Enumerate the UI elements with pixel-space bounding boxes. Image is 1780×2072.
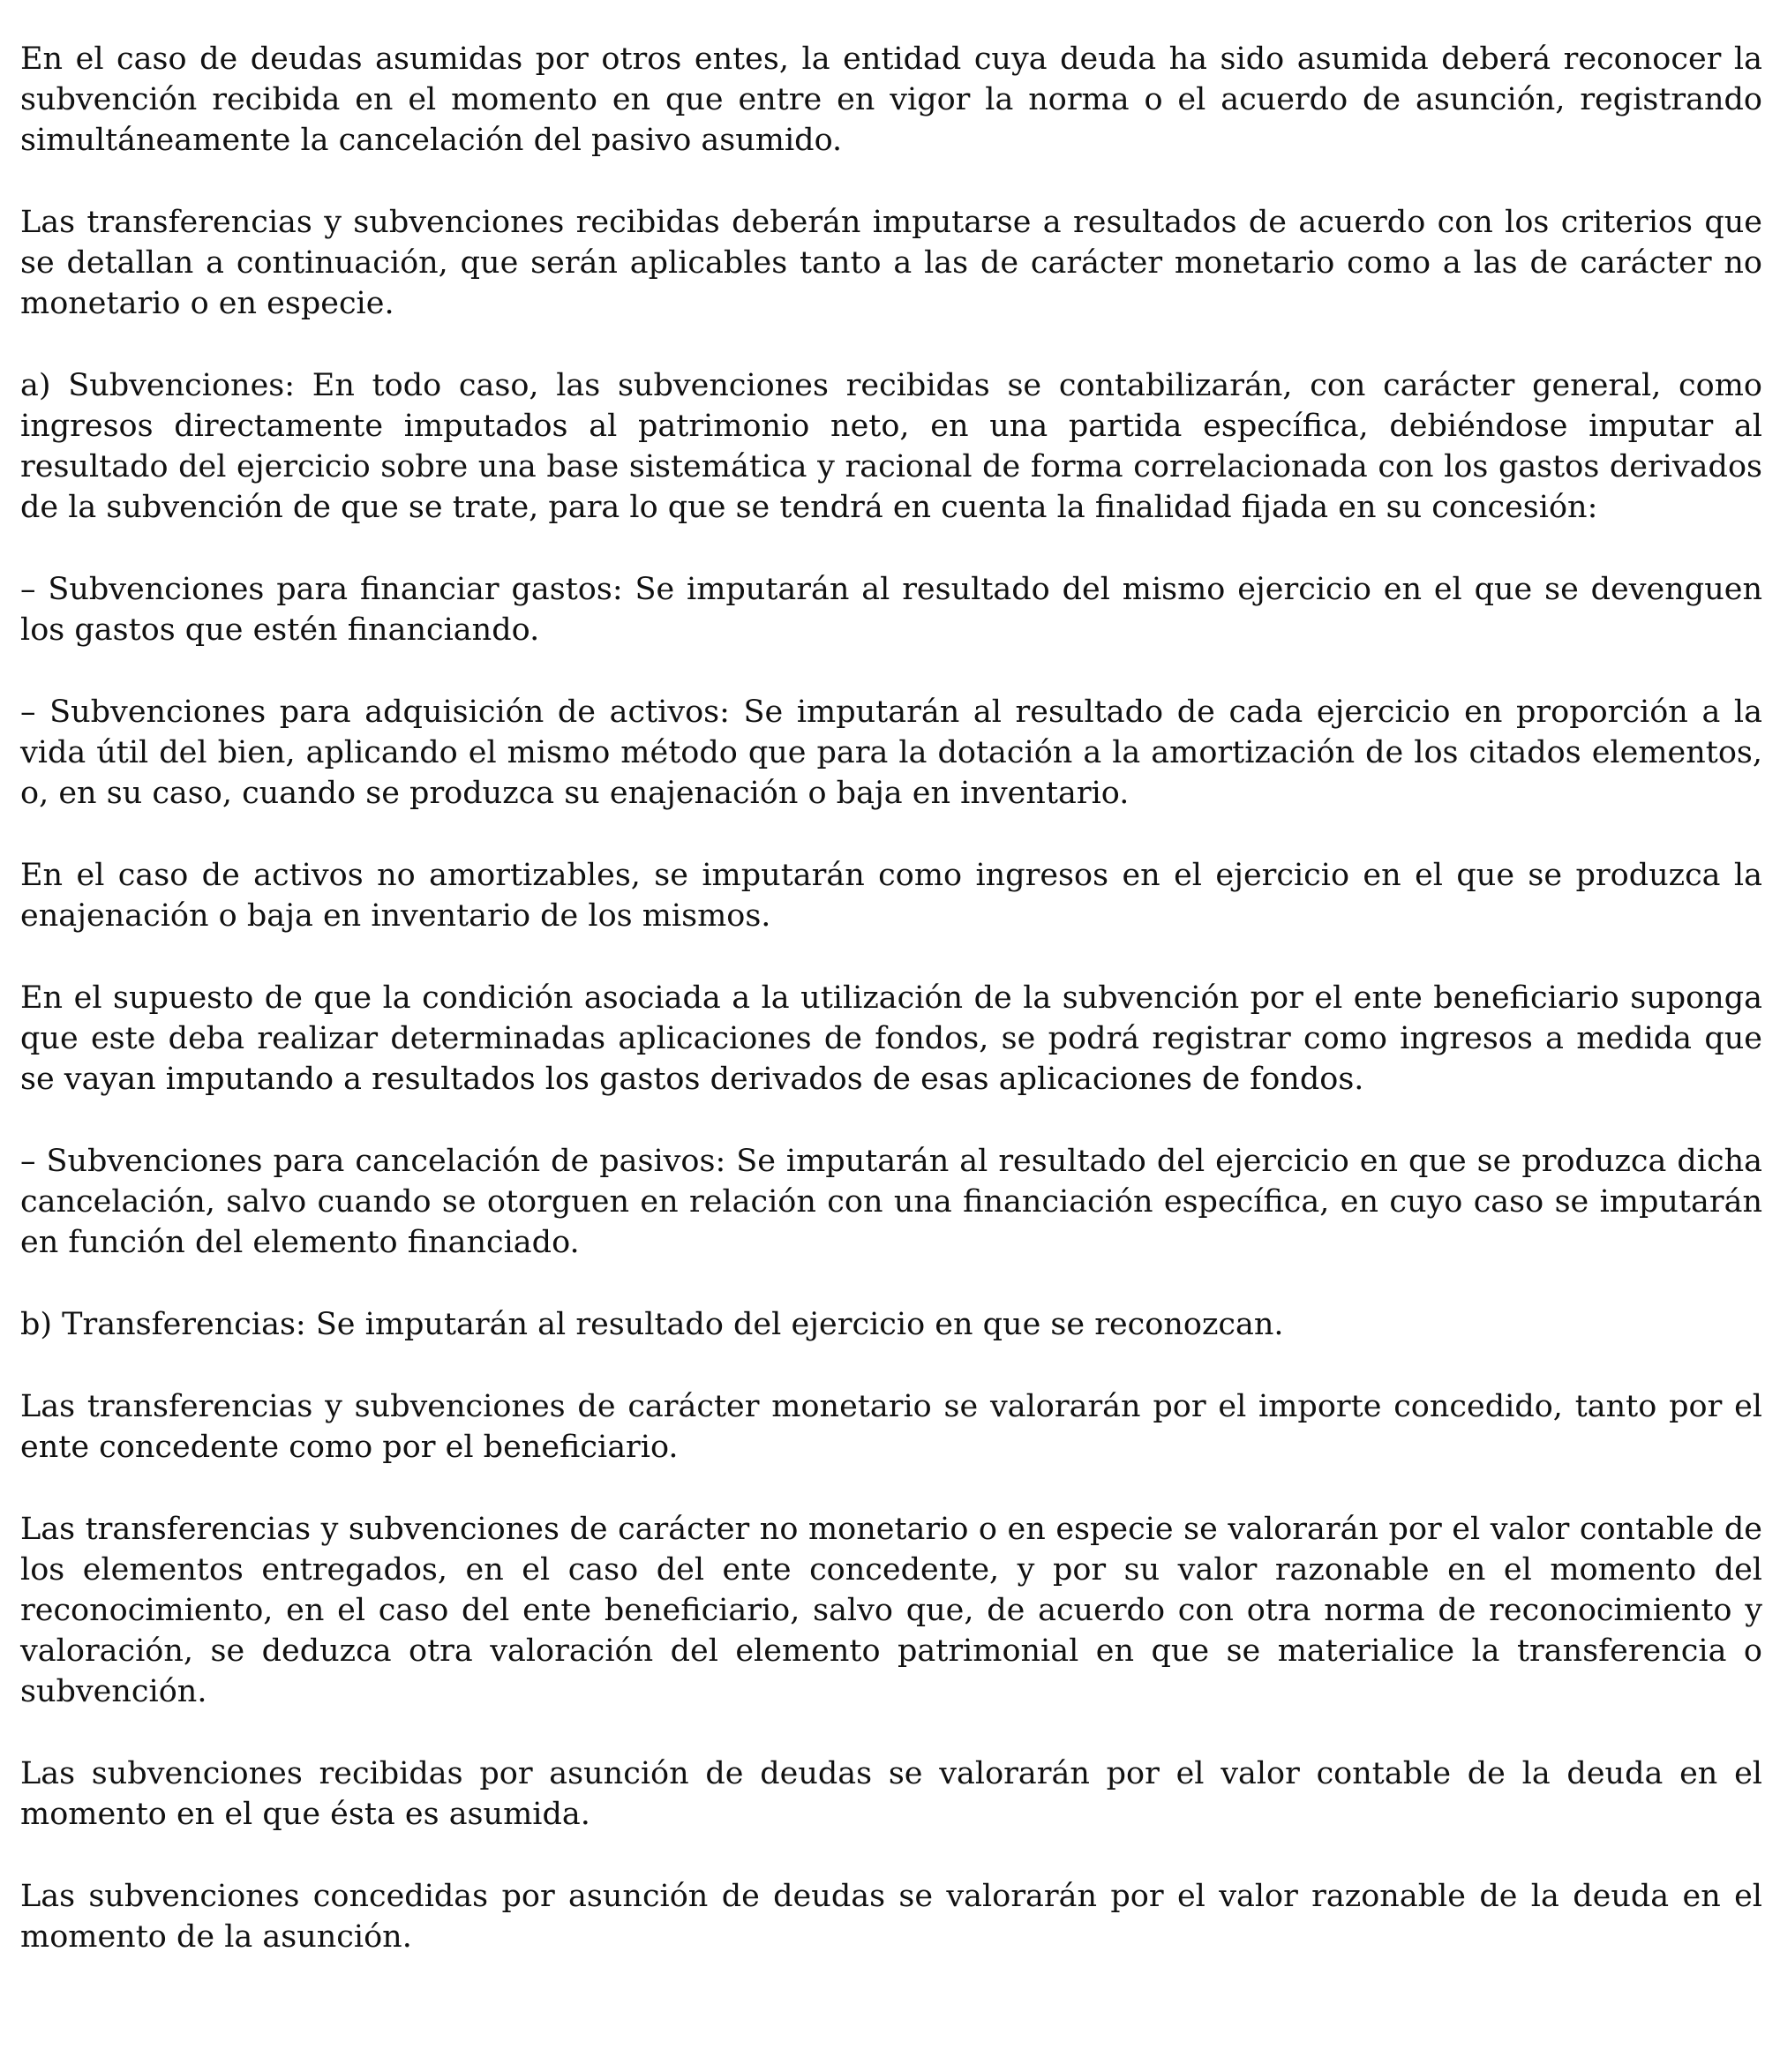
paragraph-valoracion-monetario: Las transferencias y subvenciones de carácter monetario se valorarán por el importe concedido, tanto por el ente concedente como por el beneficiario. — [20, 1389, 1762, 1465]
paragraph-transferencias: b) Transferencias: Se imputarán al resultado del ejercicio en que se reconozcan. — [20, 1307, 1284, 1342]
paragraph-subvenciones-activos: – Subvenciones para adquisición de activos: Se imputarán al resultado de cada ejercicio en proporción a la vida útil del bien, aplicando el mismo método que para la dotación a la amortización de los citados elementos, o, en su caso, cuando se produzca su enajenación o baja en inventario. — [20, 694, 1762, 811]
paragraph-aplicaciones-fondos: En el supuesto de que la condición asociada a la utilización de la subvención por el ente beneficiario suponga que este deba realizar determinadas aplicaciones de fondos, se podrá registrar como ingresos a medida que se vayan imputando a resultados los gastos derivados de esas aplicaciones de fondos. — [20, 980, 1762, 1097]
paragraph-activos-no-amortizables: En el caso de activos no amortizables, se imputarán como ingresos en el ejercicio en el que se produzca la enajenación o baja en inventario de los mismos. — [20, 858, 1762, 934]
paragraph-subvenciones-pasivos: – Subvenciones para cancelación de pasivos: Se imputarán al resultado del ejercicio en que se produzca dicha cancelación, salvo cuando se otorguen en relación con una financiación específica, en cuyo caso se imputarán en función del elemento financiado. — [20, 1144, 1762, 1260]
paragraph-subvenciones-recibidas-deudas: Las subvenciones recibidas por asunción de deudas se valorarán por el valor contable de la deuda en el momento en el que ésta es asumida. — [20, 1756, 1762, 1832]
paragraph-subvenciones-concedidas-deudas: Las subvenciones concedidas por asunción de deudas se valorarán por el valor razonable de la deuda en el momento de la asunción. — [20, 1879, 1762, 1955]
paragraph-deudas-asumidas: En el caso de deudas asumidas por otros entes, la entidad cuya deuda ha sido asumida deberá reconocer la subvención recibida en el momento en que entre en vigor la norma o el acuerdo de asunción, registrando simultáneamente la cancelación del pasivo asumido. — [20, 41, 1762, 158]
paragraph-subvenciones-gastos: – Subvenciones para financiar gastos: Se imputarán al resultado del mismo ejercicio en el que se devenguen los gastos que estén financiando. — [20, 572, 1762, 648]
paragraph-subvenciones: a) Subvenciones: En todo caso, las subvenciones recibidas se contabilizarán, con carácter general, como ingresos directamente imputados al patrimonio neto, en una partida específica, debiéndose imputar al resultado del ejercicio sobre una base sistemática y racional de forma correlacionada con los gastos derivados de la subvención de que se trate, para lo que se tendrá en cuenta la finalidad fijada en su concesión: — [20, 368, 1762, 525]
paragraph-valoracion-no-monetario: Las transferencias y subvenciones de carácter no monetario o en especie se valorarán por el valor contable de los elementos entregados, en el caso del ente concedente, y por su valor razonable en el momento del reconocimiento, en el caso del ente beneficiario, salvo que, de acuerdo con otra norma de reconocimiento y valoración, se deduzca otra valoración del elemento patrimonial en que se materialice la transferencia o subvención. — [20, 1512, 1762, 1709]
document-body — [20, 39, 1762, 1957]
paragraph-imputacion-resultados: Las transferencias y subvenciones recibidas deberán imputarse a resultados de acuerdo con los criterios que se detallan a continuación, que serán aplicables tanto a las de carácter monetario como a las de carácter no monetario o en especie. — [20, 205, 1762, 321]
